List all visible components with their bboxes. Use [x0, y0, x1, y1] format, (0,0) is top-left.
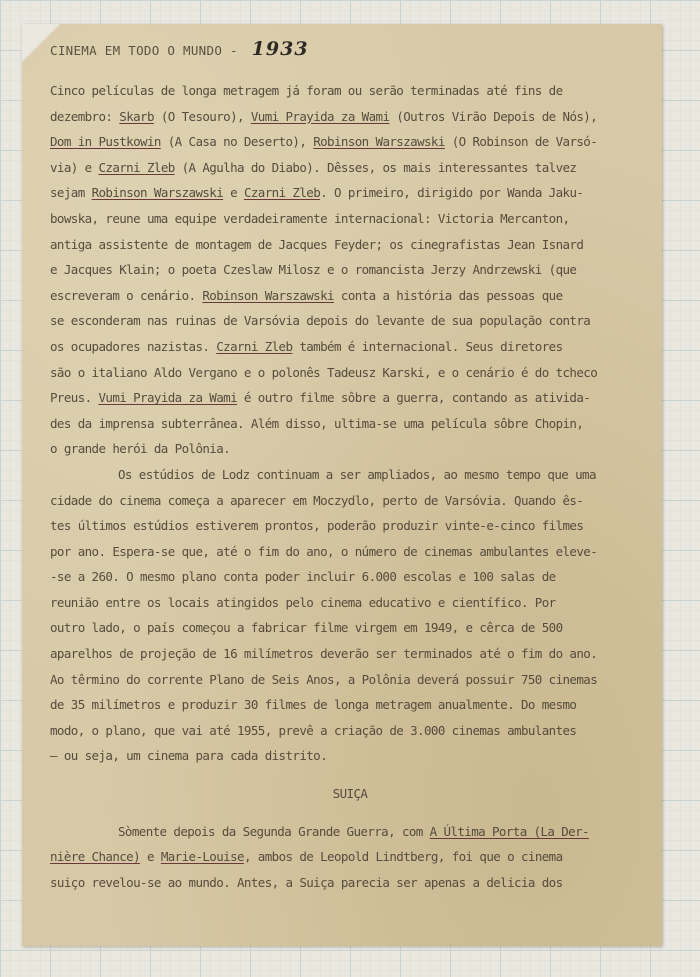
text-line: Cinco películas de longa metragem já foram ou serão terminadas até fins de	[50, 83, 563, 98]
paragraph-poland-studios	[50, 462, 650, 769]
underlined-title: Dom in Pustkowin	[50, 134, 161, 150]
text-line: Dom in Pustkowin (A Casa no Deserto), Robinson Warszawski (O Robinson de Varsó-	[50, 134, 598, 150]
text-line: aparelhos de projeção de 16 milímetros deverão ser terminados até o fim do ano.	[50, 646, 598, 662]
text-line: des da imprensa subterrânea. Além disso, ultima-se uma película sôbre Chopin,	[50, 415, 584, 431]
document-body	[50, 78, 650, 895]
underlined-title: Marie-Louise	[160, 849, 244, 865]
text-line: outro lado, o país começou a fabricar filme virgem em 1949, e cêrca de 500	[50, 620, 563, 636]
text-line: modo, o plano, que vai até 1955, prevê a criação de 3.000 cinemas ambulantes	[50, 722, 577, 738]
text-line: -se a 260. O mesmo plano conta poder incluir 6.000 escolas e 100 salas de	[50, 569, 556, 585]
underlined-title: Robinson Warszawski	[313, 134, 445, 150]
text-line: cidade do cinema começa a aparecer em Moczydlo, perto de Varsóvia. Quando ês-	[50, 492, 584, 508]
text-line: dezembro: Skarb (O Tesouro), Vumi Prayida za Wami (Outros Virão Depois de Nós),	[50, 108, 598, 124]
text-line: se esconderam nas ruinas de Varsóvia depois do levante de sua população contra	[50, 313, 591, 329]
text-line: sejam Robinson Warszawski e Czarni Zleb. O primeiro, dirigido por Wanda Jaku-	[50, 185, 584, 201]
text-line: suiço revelou-se ao mundo. Antes, a Suiça parecia ser apenas a delicia dos	[50, 874, 563, 890]
text-line: bowska, reune uma equipe verdadeiramente internacional: Victoria Mercanton,	[50, 210, 570, 226]
text-line: de 35 milímetros e produzir 30 filmes de longa metragem anualmente. Do mesmo	[50, 697, 577, 713]
underlined-title: Czarni Zleb	[216, 338, 293, 354]
paragraph-poland-films	[50, 78, 650, 462]
underlined-title: Czarni Zleb	[243, 185, 321, 201]
text-line: Preus. Vumi Prayida za Wami é outro filme sôbre a guerra, contando as ativida-	[50, 390, 591, 406]
header-title: CINEMA EM TODO O MUNDO -	[50, 43, 238, 58]
underlined-title: Robinson Warszawski	[91, 185, 224, 201]
handwritten-year: 1933	[251, 38, 309, 60]
text-line: Sòmente depois da Segunda Grande Guerra, com A Última Porta (La Der-	[118, 823, 589, 839]
underlined-title: Vumi Prayida za Wami	[98, 390, 237, 406]
page-header	[50, 38, 309, 60]
underlined-title: nière Chance)	[50, 849, 141, 865]
underlined-title: Vumi Prayida za Wami	[250, 108, 390, 124]
underlined-title: A Última Porta (La Der-	[429, 823, 589, 839]
text-line: Ao têrmino do corrente Plano de Seis Anos, a Polônia deverá possuir 750 cinemas	[50, 671, 598, 687]
text-line: e Jacques Klain; o poeta Czeslaw Milosz e o romancista Jerzy Andrzewski (que	[50, 262, 577, 278]
text-line: reunião entre os locais atingidos pelo cinema educativo e científico. Por	[50, 594, 556, 610]
text-line: antiga assistente de montagem de Jacques Feyder; os cinegrafistas Jean Isnard	[50, 236, 584, 252]
text-line: por ano. Espera-se que, até o fim do ano, o número de cinemas ambulantes eleve-	[50, 543, 598, 559]
text-line: tes últimos estúdios estiverem prontos, poderão produzir vinte-e-cinco filmes	[50, 518, 584, 534]
section-title: SUIÇA	[332, 786, 368, 802]
underlined-title: Skarb	[119, 108, 154, 124]
text-line: Os estúdios de Lodz continuam a ser ampliados, ao mesmo tempo que uma	[118, 466, 596, 482]
text-line: via) e Czarni Zleb (A Agulha do Diabo). Dêsses, os mais interessantes talvez	[50, 159, 577, 175]
text-line: escreveram o cenário. Robinson Warszawski conta a história das pessoas que	[50, 287, 563, 303]
underlined-title: Robinson Warszawski	[202, 287, 334, 303]
text-line: o grande herói da Polônia.	[50, 441, 231, 457]
text-line: — ou seja, um cinema para cada distrito.	[50, 748, 328, 764]
text-line: nière Chance) e Marie-Louise, ambos de Leopold Lindtberg, foi que o cinema	[50, 849, 563, 865]
underlined-title: Czarni Zleb	[98, 159, 175, 175]
text-line: os ocupadores nazistas. Czarni Zleb também é internacional. Seus diretores	[50, 338, 563, 354]
text-line: são o italiano Aldo Vergano e o polonês Tadeusz Karski, e o cenário é do tcheco	[50, 364, 598, 380]
paragraph-switzerland	[50, 819, 650, 896]
